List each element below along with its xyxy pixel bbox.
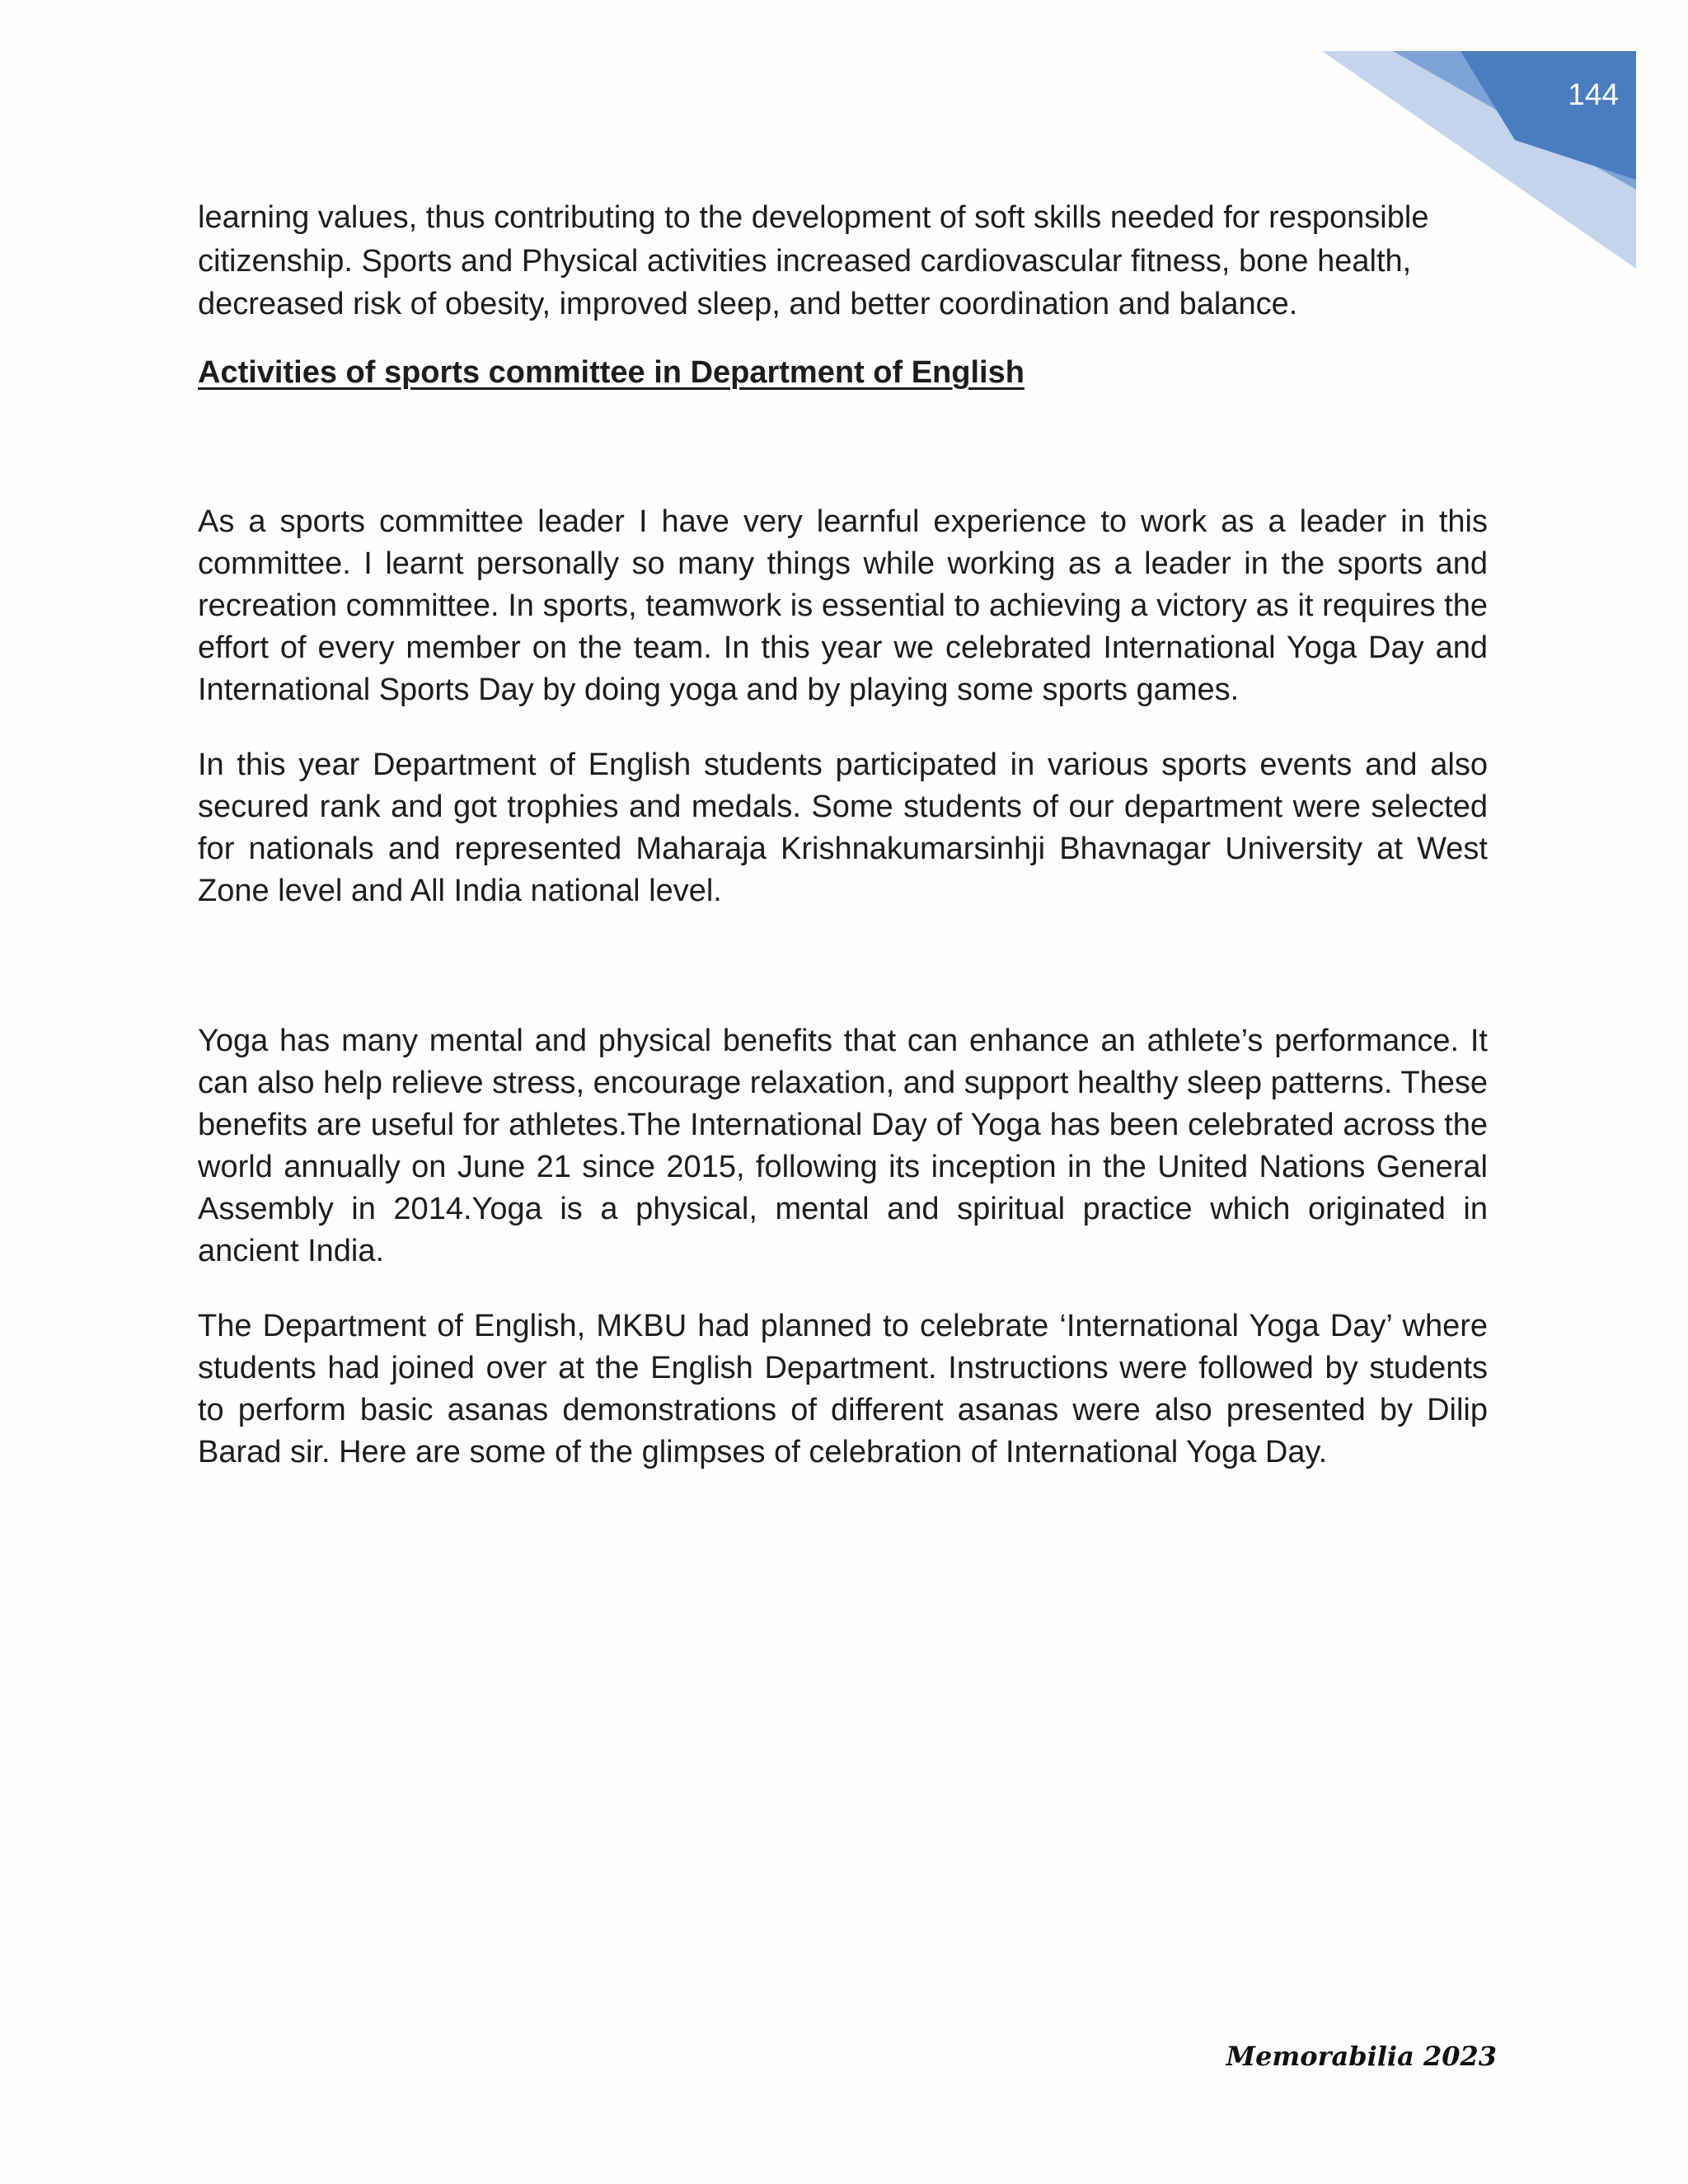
paragraph-yoga-benefits: Yoga has many mental and physical benefits that can enhance an athlete’s performance. It can also help relieve stress, encourage relaxation, and support healthy sleep patterns. These benefits are useful for athletes.The International Day of Yoga has been celebrated across the world annually on June 21 since 2015, following its inception in the United Nations General Assembly in 2014.Yoga is a physical, mental and spiritual practice which originated in ancient India. — [198, 1023, 1488, 1268]
footer-title: Memorabilia 2023 — [1226, 2041, 1497, 2072]
page-content — [198, 196, 1488, 1474]
paragraph-student-achievements: In this year Department of English students participated in various sports events and also secured rank and got trophies and medals. Some students of our department were selected for nationals and represented Maharaja Krishnakumarsinhji Bhavnagar University at West Zone level and All India national level. — [198, 747, 1488, 908]
paragraph-yoga-day-celebration: The Department of English, MKBU had planned to celebrate ‘International Yoga Day’ where students had joined over at the English Department. Instructions were followed by students to perform basic asanas demonstrations of different asanas were also presented by Dilip Barad sir. Here are some of the glimpses of celebration of International Yoga Day. — [198, 1308, 1488, 1469]
paragraph-sports-leader: As a sports committee leader I have very learnful experience to work as a leader in this committee. I learnt personally so many things while working as a leader in the sports and recreation committee. In sports, teamwork is essential to achieving a victory as it requires the effort of every member on the team. In this year we celebrated International Yoga Day and International Sports Day by doing yoga and by playing some sports games. — [198, 504, 1488, 707]
intro-paragraph: learning values, thus contributing to the development of soft skills needed for responsible citizenship. Sports and Physical activities increased cardiovascular fitness, bone health, decreased risk of obesity, improved sleep, and better coordination and balance. — [198, 200, 1429, 321]
page-number: 144 — [1568, 77, 1619, 111]
section-heading: Activities of sports committee in Department of English — [198, 354, 1025, 390]
